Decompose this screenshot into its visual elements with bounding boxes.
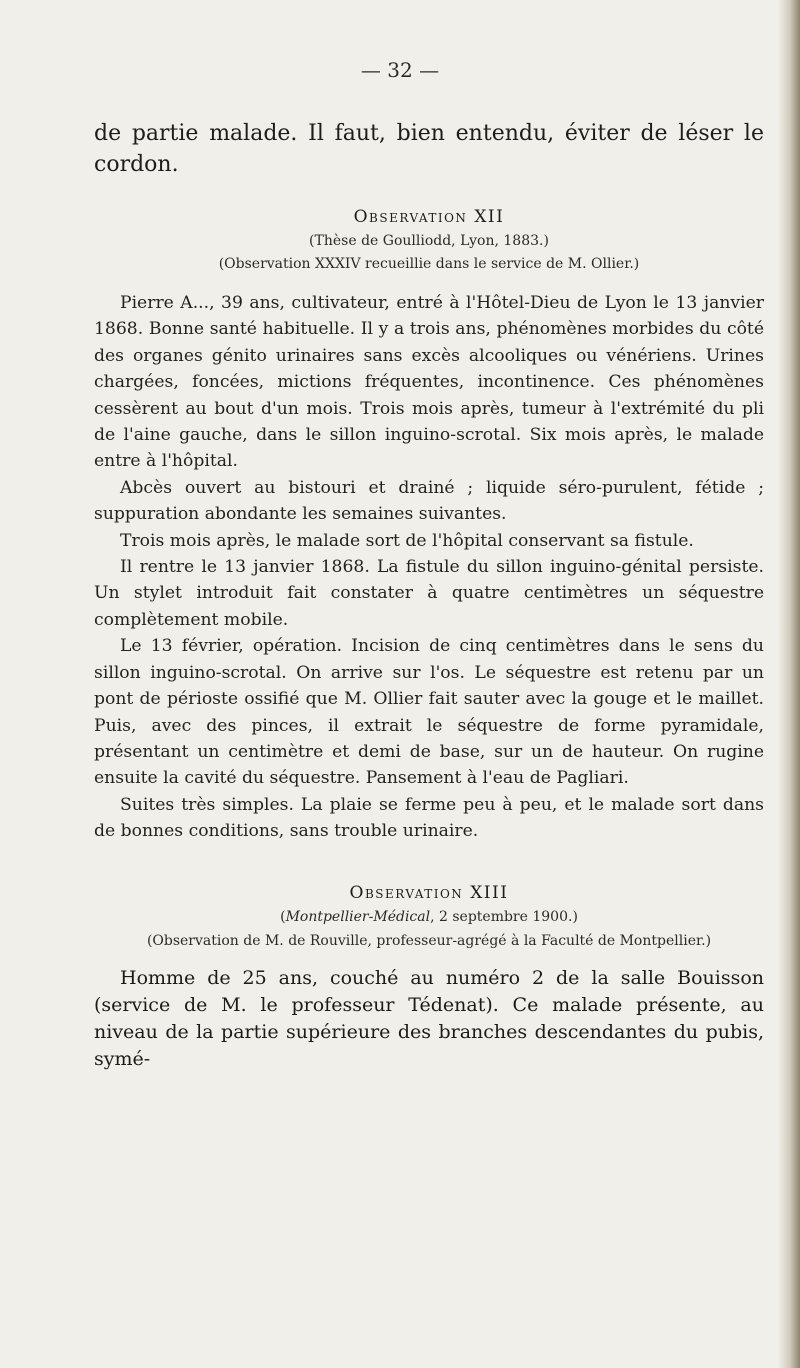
lead-text: de partie malade. Il faut, bien entendu, éviter de léser le cordon.	[94, 121, 764, 177]
observation-13-title: Observation XIII	[349, 882, 509, 903]
page-body	[94, 118, 764, 1073]
observation-12-title: Observation XII	[353, 207, 505, 227]
page-number: — 32 —	[360, 58, 440, 82]
observation-12-paragraph-2: Abcès ouvert au bistouri et drainé ; liquide séro-purulent, fétide ; suppuration abondante les semaines suivantes.	[94, 477, 764, 525]
observation-12-paragraph-5: Le 13 février, opération. Incision de cinq centimètres dans le sens du sillon inguino-scrotal. On arrive sur l'os. Le séquestre est retenu par un pont de périoste ossifié que M. Ollier fait sauter avec la gouge et le maillet. Puis, avec des pinces, il extrait le séquestre de forme pyramidale, présentant un centimètre et demi de base, sur un de hauteur. On rugine ensuite la cavité du séquestre. Pansement à l'eau de Pagliari.	[94, 636, 764, 789]
observation-13-collected: (Observation de M. de Rouville, professeur-agrégé à la Faculté de Montpellier.)	[146, 932, 712, 949]
observation-12-paragraph-1: Pierre A..., 39 ans, cultivateur, entré à l'Hôtel-Dieu de Lyon le 13 janvier 1868. Bonne santé habituelle. Il y a trois ans, phénomènes morbides du côté des organes génito urinaires sans excès alcooliques ou vénériens. Urines chargées, foncées, mictions fréquentes, incontinence. Ces phénomènes cessèrent au bout d'un mois. Trois mois après, tumeur à l'extrémité du pli de l'aine gauche, dans le sillon inguino-scrotal. Six mois après, le malade entre à l'hôpital.	[94, 293, 764, 472]
observation-12-paragraph-4: Il rentre le 13 janvier 1868. La fistule du sillon inguino-génital persiste. Un stylet introduit fait constater à quatre centimètres un séquestre complètement mobile.	[94, 557, 764, 630]
page-binding-edge	[778, 0, 800, 1368]
observation-13-source	[94, 909, 764, 925]
observation-12-paragraph-6: Suites très simples. La plaie se ferme peu à peu, et le malade sort dans de bonnes conditions, sans trouble urinaire.	[94, 794, 764, 842]
observation-12-collected: (Observation XXXIV recueillie dans le service de M. Ollier.)	[218, 256, 640, 272]
observation-13-journal: Montpellier-Médical	[285, 908, 431, 925]
observation-12-paragraph-3: Trois mois après, le malade sort de l'hôpital conservant sa fistule.	[120, 530, 694, 551]
observation-13-source-open: (	[280, 908, 286, 925]
observation-13-paragraph-1: Homme de 25 ans, couché au numéro 2 de la salle Bouisson (service de M. le professeur Tédenat). Ce malade présente, au niveau de la partie supérieure des branches descendantes du pubis, symé-	[94, 966, 764, 1070]
observation-13-source-date: , 2 septembre 1900.)	[430, 908, 578, 925]
observation-12-source: (Thèse de Goulliodd, Lyon, 1883.)	[309, 233, 549, 249]
